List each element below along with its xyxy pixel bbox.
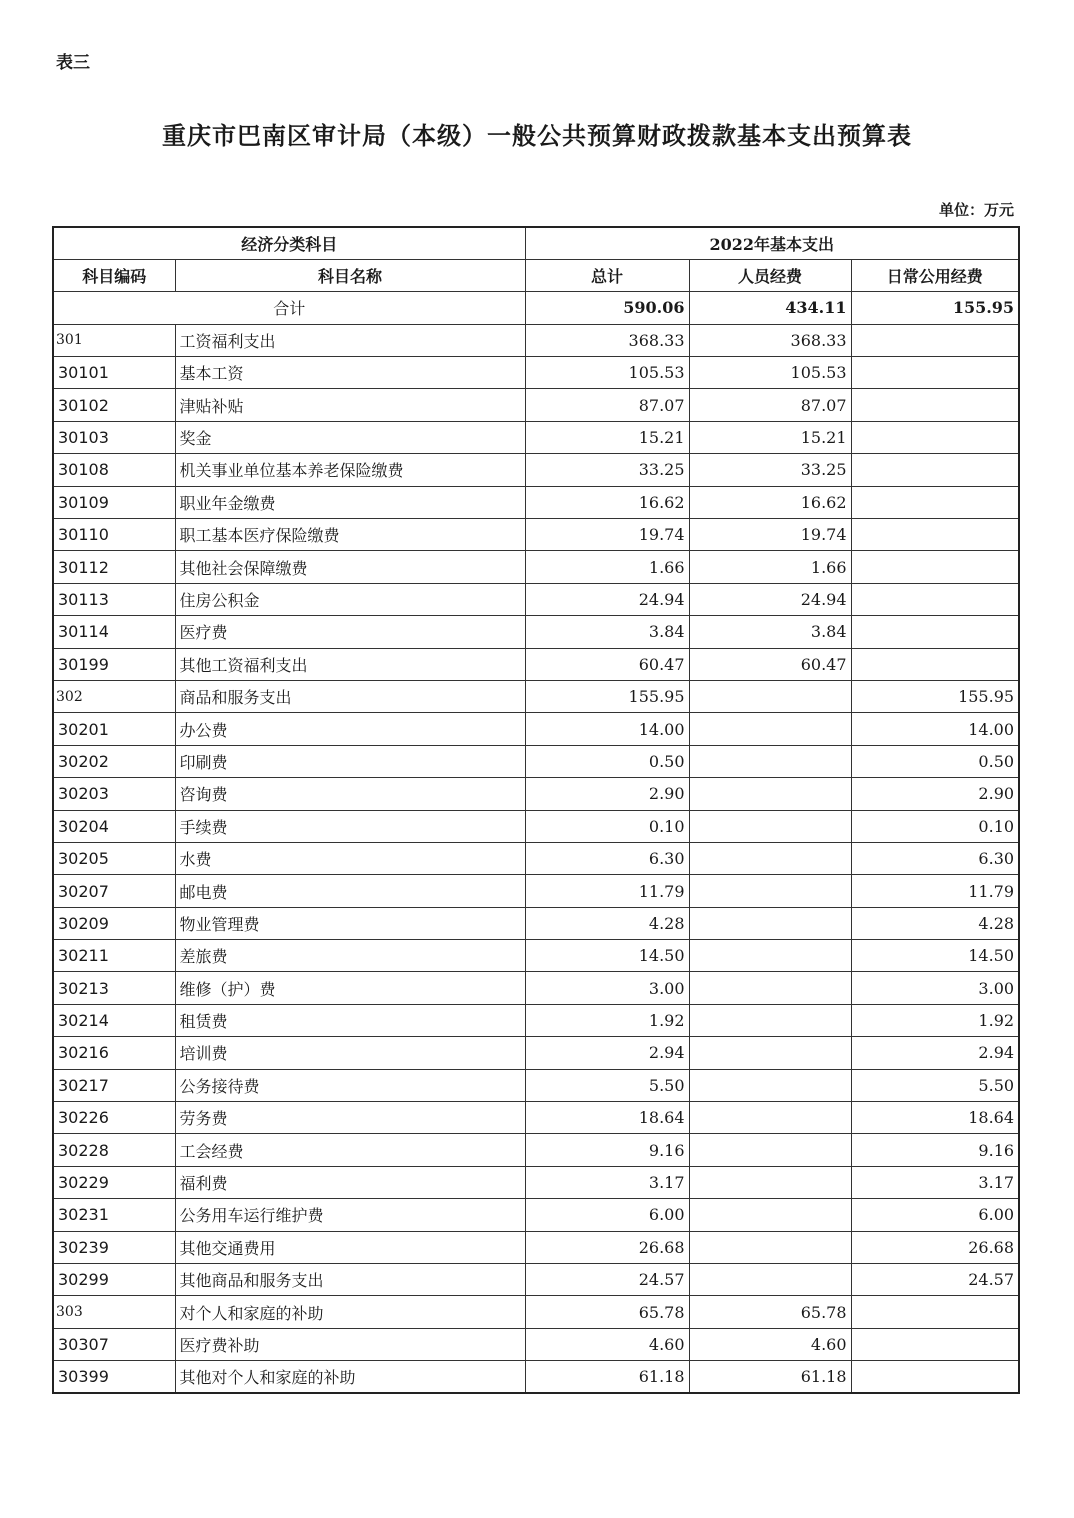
public-cell: 0.50 xyxy=(851,745,1019,777)
table-row xyxy=(53,907,1019,939)
name-cell: 福利费 xyxy=(175,1166,525,1198)
personnel-cell: 61.18 xyxy=(689,1361,851,1393)
personnel-cell: 1.66 xyxy=(689,551,851,583)
personnel-cell xyxy=(689,907,851,939)
table-row xyxy=(53,616,1019,648)
code-cell: 303 xyxy=(53,1296,175,1328)
personnel-cell: 3.84 xyxy=(689,616,851,648)
personnel-cell xyxy=(689,1102,851,1134)
table-row xyxy=(53,519,1019,551)
public-cell xyxy=(851,454,1019,486)
table-row xyxy=(53,486,1019,518)
total-cell: 26.68 xyxy=(525,1231,689,1263)
table-row xyxy=(53,713,1019,745)
name-cell: 职工基本医疗保险缴费 xyxy=(175,519,525,551)
personnel-cell xyxy=(689,1199,851,1231)
personnel-cell: 33.25 xyxy=(689,454,851,486)
personnel-cell xyxy=(689,972,851,1004)
table-row xyxy=(53,745,1019,777)
public-cell: 6.00 xyxy=(851,1199,1019,1231)
table-row xyxy=(53,324,1019,356)
personnel-cell: 87.07 xyxy=(689,389,851,421)
personnel-cell xyxy=(689,1134,851,1166)
public-cell: 1.92 xyxy=(851,1004,1019,1036)
table-row xyxy=(53,972,1019,1004)
name-cell: 其他对个人和家庭的补助 xyxy=(175,1361,525,1393)
public-cell xyxy=(851,1361,1019,1393)
name-cell: 差旅费 xyxy=(175,940,525,972)
code-cell: 30203 xyxy=(53,778,175,810)
code-cell: 30109 xyxy=(53,486,175,518)
public-cell: 3.17 xyxy=(851,1166,1019,1198)
personnel-cell xyxy=(689,940,851,972)
total-cell: 2.90 xyxy=(525,778,689,810)
code-cell: 30102 xyxy=(53,389,175,421)
name-cell: 商品和服务支出 xyxy=(175,680,525,712)
code-cell: 30231 xyxy=(53,1199,175,1231)
public-cell xyxy=(851,648,1019,680)
table-row xyxy=(53,1037,1019,1069)
code-cell: 30114 xyxy=(53,616,175,648)
table-row xyxy=(53,810,1019,842)
public-cell: 0.10 xyxy=(851,810,1019,842)
public-cell xyxy=(851,519,1019,551)
table-row xyxy=(53,454,1019,486)
table-row xyxy=(53,1231,1019,1263)
name-cell: 咨询费 xyxy=(175,778,525,810)
table-row xyxy=(53,1004,1019,1036)
table-row xyxy=(53,389,1019,421)
table-row xyxy=(53,648,1019,680)
code-cell: 30201 xyxy=(53,713,175,745)
code-cell: 30103 xyxy=(53,421,175,453)
public-cell xyxy=(851,486,1019,518)
table-row xyxy=(53,1361,1019,1393)
name-cell: 其他工资福利支出 xyxy=(175,648,525,680)
table-row xyxy=(53,778,1019,810)
total-cell: 155.95 xyxy=(525,680,689,712)
public-cell xyxy=(851,551,1019,583)
total-cell: 2.94 xyxy=(525,1037,689,1069)
name-cell: 公务用车运行维护费 xyxy=(175,1199,525,1231)
total-cell: 1.92 xyxy=(525,1004,689,1036)
name-cell: 租赁费 xyxy=(175,1004,525,1036)
code-cell: 30110 xyxy=(53,519,175,551)
public-cell: 2.94 xyxy=(851,1037,1019,1069)
personnel-cell xyxy=(689,778,851,810)
name-cell: 住房公积金 xyxy=(175,583,525,615)
code-cell: 30299 xyxy=(53,1264,175,1296)
name-cell: 职业年金缴费 xyxy=(175,486,525,518)
public-cell xyxy=(851,583,1019,615)
total-row xyxy=(53,292,1019,324)
table-row xyxy=(53,1296,1019,1328)
code-cell: 30229 xyxy=(53,1166,175,1198)
total-cell: 368.33 xyxy=(525,324,689,356)
total-cell: 9.16 xyxy=(525,1134,689,1166)
code-cell: 30202 xyxy=(53,745,175,777)
personnel-cell: 105.53 xyxy=(689,357,851,389)
table-row xyxy=(53,875,1019,907)
name-cell: 水费 xyxy=(175,842,525,874)
total-cell: 19.74 xyxy=(525,519,689,551)
personnel-cell xyxy=(689,680,851,712)
table-row xyxy=(53,1102,1019,1134)
name-cell: 其他交通费用 xyxy=(175,1231,525,1263)
total-cell: 87.07 xyxy=(525,389,689,421)
total-cell: 18.64 xyxy=(525,1102,689,1134)
economic-category-header: 经济分类科目 xyxy=(53,227,525,259)
table-row xyxy=(53,1166,1019,1198)
code-cell: 30211 xyxy=(53,940,175,972)
table-row xyxy=(53,551,1019,583)
personnel-cell: 4.60 xyxy=(689,1328,851,1360)
total-cell: 14.50 xyxy=(525,940,689,972)
personnel-cell xyxy=(689,713,851,745)
public-cell: 14.50 xyxy=(851,940,1019,972)
name-cell: 对个人和家庭的补助 xyxy=(175,1296,525,1328)
total-cell: 33.25 xyxy=(525,454,689,486)
personnel-cell xyxy=(689,1037,851,1069)
total-cell: 3.84 xyxy=(525,616,689,648)
name-cell: 办公费 xyxy=(175,713,525,745)
code-cell: 30228 xyxy=(53,1134,175,1166)
personnel-cell xyxy=(689,1004,851,1036)
personnel-cell: 15.21 xyxy=(689,421,851,453)
table-row xyxy=(53,421,1019,453)
code-cell: 30214 xyxy=(53,1004,175,1036)
code-cell: 30113 xyxy=(53,583,175,615)
personnel-cell: 24.94 xyxy=(689,583,851,615)
total-cell: 4.60 xyxy=(525,1328,689,1360)
name-cell: 培训费 xyxy=(175,1037,525,1069)
basic-expenditure-header: 2022年基本支出 xyxy=(525,227,1019,259)
public-cell: 11.79 xyxy=(851,875,1019,907)
personnel-cell xyxy=(689,875,851,907)
public-cell xyxy=(851,324,1019,356)
personnel-cell xyxy=(689,1166,851,1198)
public-cell: 4.28 xyxy=(851,907,1019,939)
name-cell: 维修（护）费 xyxy=(175,972,525,1004)
total-sum: 590.06 xyxy=(525,292,689,324)
name-column-header: 科目名称 xyxy=(175,259,525,291)
personnel-cell: 65.78 xyxy=(689,1296,851,1328)
personnel-column-header: 人员经费 xyxy=(689,259,851,291)
total-cell: 24.94 xyxy=(525,583,689,615)
public-cell: 2.90 xyxy=(851,778,1019,810)
code-cell: 30209 xyxy=(53,907,175,939)
table-row xyxy=(53,680,1019,712)
personnel-cell: 19.74 xyxy=(689,519,851,551)
personnel-cell xyxy=(689,1231,851,1263)
total-cell: 0.10 xyxy=(525,810,689,842)
personnel-cell xyxy=(689,842,851,874)
public-cell: 3.00 xyxy=(851,972,1019,1004)
public-cell: 24.57 xyxy=(851,1264,1019,1296)
personnel-cell: 16.62 xyxy=(689,486,851,518)
total-cell: 6.30 xyxy=(525,842,689,874)
name-cell: 物业管理费 xyxy=(175,907,525,939)
public-cell xyxy=(851,616,1019,648)
code-column-header: 科目编码 xyxy=(53,259,175,291)
public-cell: 6.30 xyxy=(851,842,1019,874)
name-cell: 手续费 xyxy=(175,810,525,842)
code-cell: 30239 xyxy=(53,1231,175,1263)
public-cell: 26.68 xyxy=(851,1231,1019,1263)
total-cell: 14.00 xyxy=(525,713,689,745)
code-cell: 302 xyxy=(53,680,175,712)
total-cell: 4.28 xyxy=(525,907,689,939)
total-column-header: 总计 xyxy=(525,259,689,291)
name-cell: 工资福利支出 xyxy=(175,324,525,356)
table-row xyxy=(53,1134,1019,1166)
total-cell: 24.57 xyxy=(525,1264,689,1296)
table-row xyxy=(53,583,1019,615)
total-cell: 15.21 xyxy=(525,421,689,453)
table-row xyxy=(53,1264,1019,1296)
code-cell: 30399 xyxy=(53,1361,175,1393)
public-cell: 155.95 xyxy=(851,680,1019,712)
name-cell: 邮电费 xyxy=(175,875,525,907)
total-cell: 105.53 xyxy=(525,357,689,389)
personnel-cell: 368.33 xyxy=(689,324,851,356)
code-cell: 30101 xyxy=(53,357,175,389)
total-cell: 3.00 xyxy=(525,972,689,1004)
public-cell xyxy=(851,389,1019,421)
public-cell: 14.00 xyxy=(851,713,1019,745)
name-cell: 印刷费 xyxy=(175,745,525,777)
name-cell: 奖金 xyxy=(175,421,525,453)
group-header-row xyxy=(53,227,1019,259)
personnel-cell xyxy=(689,810,851,842)
code-cell: 30108 xyxy=(53,454,175,486)
code-cell: 30207 xyxy=(53,875,175,907)
public-cell xyxy=(851,357,1019,389)
document-title: 重庆市巴南区审计局（本级）一般公共预算财政拨款基本支出预算表 xyxy=(162,121,912,150)
personnel-cell xyxy=(689,1069,851,1101)
code-cell: 30216 xyxy=(53,1037,175,1069)
code-cell: 30217 xyxy=(53,1069,175,1101)
name-cell: 医疗费 xyxy=(175,616,525,648)
code-cell: 30307 xyxy=(53,1328,175,1360)
total-cell: 5.50 xyxy=(525,1069,689,1101)
table-row xyxy=(53,357,1019,389)
document-label: 表三 xyxy=(56,53,90,73)
public-cell: 9.16 xyxy=(851,1134,1019,1166)
total-cell: 65.78 xyxy=(525,1296,689,1328)
unit-label: 单位：万元 xyxy=(938,201,1014,219)
total-cell: 3.17 xyxy=(525,1166,689,1198)
total-cell: 60.47 xyxy=(525,648,689,680)
total-label: 合计 xyxy=(53,292,525,324)
public-cell: 5.50 xyxy=(851,1069,1019,1101)
code-cell: 301 xyxy=(53,324,175,356)
public-cell xyxy=(851,1296,1019,1328)
name-cell: 机关事业单位基本养老保险缴费 xyxy=(175,454,525,486)
name-cell: 基本工资 xyxy=(175,357,525,389)
table-row xyxy=(53,842,1019,874)
code-cell: 30213 xyxy=(53,972,175,1004)
personnel-sum: 434.11 xyxy=(689,292,851,324)
table-row xyxy=(53,1199,1019,1231)
name-cell: 公务接待费 xyxy=(175,1069,525,1101)
code-cell: 30204 xyxy=(53,810,175,842)
personnel-cell xyxy=(689,745,851,777)
name-cell: 其他商品和服务支出 xyxy=(175,1264,525,1296)
public-cell xyxy=(851,1328,1019,1360)
total-cell: 1.66 xyxy=(525,551,689,583)
code-cell: 30205 xyxy=(53,842,175,874)
name-cell: 医疗费补助 xyxy=(175,1328,525,1360)
personnel-cell xyxy=(689,1264,851,1296)
total-cell: 61.18 xyxy=(525,1361,689,1393)
code-cell: 30226 xyxy=(53,1102,175,1134)
name-cell: 劳务费 xyxy=(175,1102,525,1134)
personnel-cell: 60.47 xyxy=(689,648,851,680)
column-header-row xyxy=(53,259,1019,291)
name-cell: 津贴补贴 xyxy=(175,389,525,421)
public-column-header: 日常公用经费 xyxy=(851,259,1019,291)
name-cell: 其他社会保障缴费 xyxy=(175,551,525,583)
public-cell: 18.64 xyxy=(851,1102,1019,1134)
total-cell: 16.62 xyxy=(525,486,689,518)
code-cell: 30112 xyxy=(53,551,175,583)
total-cell: 0.50 xyxy=(525,745,689,777)
table-row xyxy=(53,1069,1019,1101)
table-row xyxy=(53,940,1019,972)
table-row xyxy=(53,1328,1019,1360)
code-cell: 30199 xyxy=(53,648,175,680)
name-cell: 工会经费 xyxy=(175,1134,525,1166)
public-cell xyxy=(851,421,1019,453)
budget-table xyxy=(52,226,1020,1394)
public-sum: 155.95 xyxy=(851,292,1019,324)
total-cell: 11.79 xyxy=(525,875,689,907)
total-cell: 6.00 xyxy=(525,1199,689,1231)
